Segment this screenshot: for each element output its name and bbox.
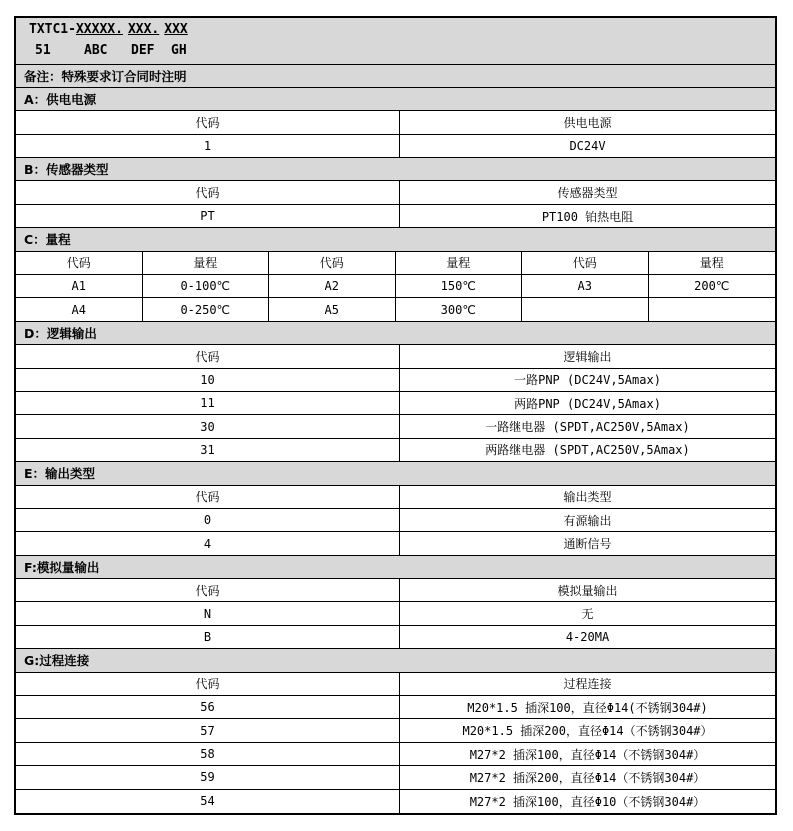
model-group-1: XXXXX.	[75, 22, 123, 37]
table-row	[16, 135, 775, 158]
table-row	[16, 205, 775, 228]
table-row	[16, 766, 775, 789]
code-cell	[522, 298, 649, 320]
column-header-code: 代码	[16, 673, 400, 695]
value-cell: 一路继电器 (SPDT,AC250V,5Amax)	[485, 420, 690, 435]
model-example-token: ABC	[84, 43, 108, 58]
model-example-token: GH	[171, 43, 187, 58]
model-group-3: XXX	[164, 22, 188, 37]
column-header-value: 输出类型	[563, 490, 612, 505]
model-prefix: TXTC1-	[29, 22, 76, 37]
code-cell: 4	[16, 532, 400, 554]
table-header-row-e	[16, 486, 775, 509]
value-cell: 一路PNP (DC24V,5Amax)	[514, 373, 661, 388]
model-code-block	[16, 18, 775, 65]
value-cell: M20*1.5 插深100，直径Φ14(不锈钢304#)	[467, 700, 708, 715]
table-header-row-c	[16, 252, 775, 275]
model-example-token: 51	[35, 43, 51, 58]
model-example-token: DEF	[131, 43, 155, 58]
column-header-code: 代码	[16, 252, 143, 274]
table-header-row-d	[16, 345, 775, 368]
range-cell: 200℃	[694, 279, 730, 294]
model-code-line	[29, 22, 188, 37]
code-cell: 57	[16, 719, 400, 741]
table-row	[16, 439, 775, 462]
column-header-range: 量程	[143, 252, 270, 274]
value-cell: M27*2 插深100，直径Φ14（不锈钢304#）	[469, 747, 706, 762]
code-cell: A4	[16, 298, 143, 320]
table-row	[16, 415, 775, 438]
column-header-value: 模拟量输出	[557, 583, 618, 598]
model-group-2: XXX.	[127, 22, 160, 37]
table-row	[16, 696, 775, 719]
value-cell: 两路继电器 (SPDT,AC250V,5Amax)	[485, 443, 690, 458]
value-cell: 4-20MA	[565, 630, 610, 645]
column-header-range: 量程	[396, 252, 523, 274]
column-header-code: 代码	[269, 252, 396, 274]
column-header-value: 供电电源	[563, 115, 612, 130]
code-cell: 56	[16, 696, 400, 718]
table-header-row-f	[16, 579, 775, 602]
section-header-f-text: F:模拟量输出	[24, 559, 100, 575]
code-cell: 10	[16, 369, 400, 391]
section-header-b-text: B：传感器类型	[24, 162, 109, 178]
section-header-e-text: E：输出类型	[24, 466, 96, 482]
section-header-c	[16, 228, 775, 251]
value-cell: M27*2 插深200，直径Φ14（不锈钢304#）	[469, 770, 706, 785]
code-cell: B	[16, 626, 400, 648]
range-cell: 0-250℃	[143, 298, 270, 320]
section-header-f	[16, 556, 775, 579]
code-cell: PT	[16, 205, 400, 227]
column-header-value: 过程连接	[563, 677, 612, 692]
table-header-row-g	[16, 673, 775, 696]
table-row	[16, 719, 775, 742]
value-cell: 无	[581, 607, 594, 622]
column-header-code: 代码	[16, 181, 400, 203]
code-cell: 1	[16, 135, 400, 157]
value-cell: M27*2 插深100，直径Φ10（不锈钢304#）	[469, 794, 706, 809]
model-example-line	[16, 43, 775, 61]
section-header-b	[16, 158, 775, 181]
section-header-e	[16, 462, 775, 485]
code-cell: A1	[16, 275, 143, 297]
code-cell: 0	[16, 509, 400, 531]
table-row	[16, 602, 775, 625]
range-cell: 300℃	[396, 298, 523, 320]
table-row	[16, 369, 775, 392]
code-cell: N	[16, 602, 400, 624]
table-row	[16, 509, 775, 532]
table-row	[16, 626, 775, 649]
note-text: 备注：特殊要求订合同时注明	[24, 68, 187, 84]
table-header-row-a	[16, 111, 775, 134]
code-cell: 59	[16, 766, 400, 788]
value-cell: 两路PNP (DC24V,5Amax)	[514, 396, 661, 411]
column-header-code: 代码	[16, 111, 400, 133]
code-cell: A5	[269, 298, 396, 320]
range-cell: 150℃	[396, 275, 523, 297]
section-header-a	[16, 88, 775, 111]
value-cell: PT100 铂热电阻	[541, 209, 634, 224]
table-row	[16, 743, 775, 766]
code-cell: 11	[16, 392, 400, 414]
table-row	[16, 790, 775, 813]
section-header-a-text: A：供电电源	[24, 92, 97, 108]
value-cell: DC24V	[569, 138, 606, 153]
code-cell: 54	[16, 790, 400, 813]
column-header-code: 代码	[16, 579, 400, 601]
value-cell: 通断信号	[563, 537, 612, 551]
table-header-row-b	[16, 181, 775, 204]
column-header-range: 量程	[699, 256, 724, 271]
column-header-code: 代码	[16, 345, 400, 367]
code-cell: 58	[16, 743, 400, 765]
section-header-g-text: G:过程连接	[24, 653, 90, 669]
section-header-d	[16, 322, 775, 345]
note-row	[16, 65, 775, 88]
section-header-g	[16, 649, 775, 672]
value-cell: M20*1.5 插深200，直径Φ14（不锈钢304#）	[462, 724, 713, 739]
code-cell: 30	[16, 415, 400, 437]
code-cell: 31	[16, 439, 400, 461]
table-row	[16, 532, 775, 555]
table-row	[16, 298, 775, 321]
value-cell: 有源输出	[563, 513, 612, 528]
column-header-code: 代码	[16, 486, 400, 508]
range-cell: 0-100℃	[143, 275, 270, 297]
column-header-value: 传感器类型	[557, 186, 618, 201]
table-row	[16, 275, 775, 298]
column-header-code: 代码	[522, 252, 649, 274]
section-header-c-text: C：量程	[24, 232, 71, 248]
code-cell: A3	[522, 275, 649, 297]
column-header-value: 逻辑输出	[563, 349, 612, 364]
product-selection-table	[14, 16, 777, 815]
table-row	[16, 392, 775, 415]
code-cell: A2	[269, 275, 396, 297]
section-header-d-text: D：逻辑输出	[24, 325, 97, 341]
range-cell	[649, 298, 776, 320]
